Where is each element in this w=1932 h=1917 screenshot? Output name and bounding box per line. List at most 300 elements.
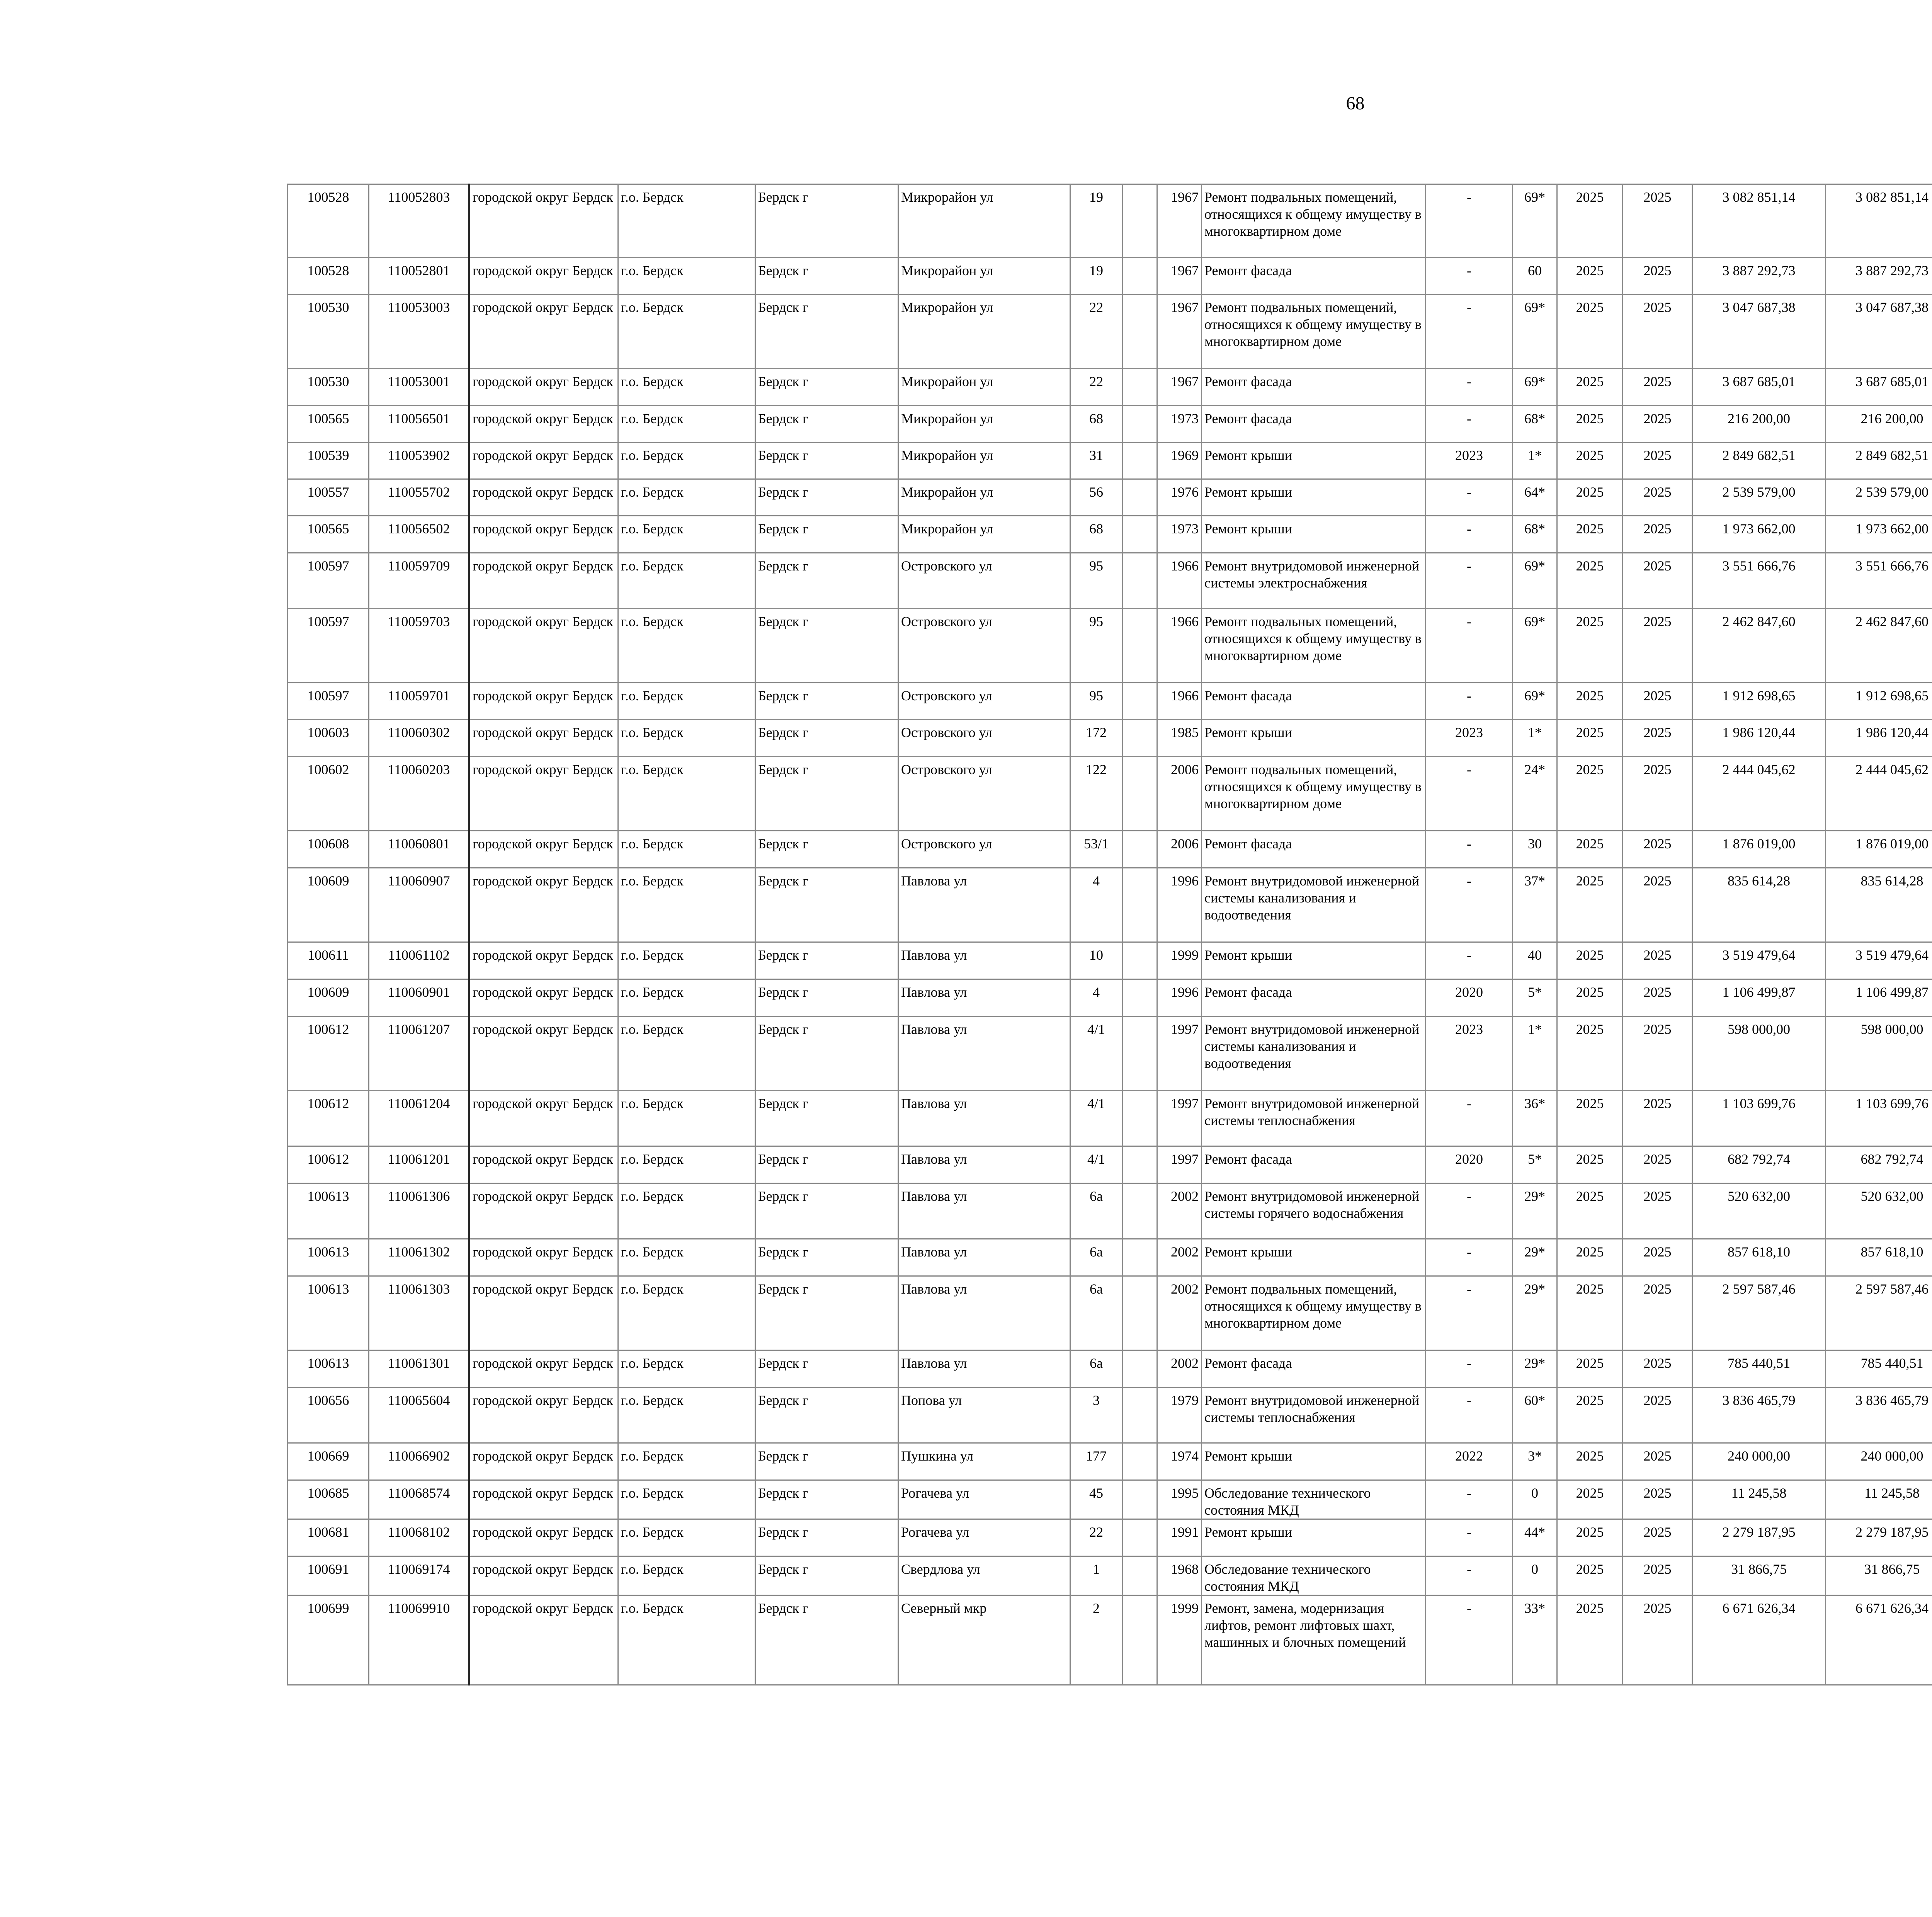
end-year-cell: 2025 [1623,258,1692,295]
row-id-cell: 100612 [288,1146,369,1183]
fund-cost-cell: 3 047 687,38 [1826,295,1932,369]
year-built-cell: 1974 [1157,1443,1202,1480]
row-id-cell: 100685 [288,1480,369,1519]
locality-cell: Бердск г [755,369,898,406]
table-row [288,406,1932,443]
street-cell: Микрорайон ул [898,258,1070,295]
previous-repair-year-cell: - [1426,1480,1513,1519]
work-type-cell: Ремонт подвальных помещений, относящихся к общему имуществу в многоквартирном доме [1202,295,1426,369]
street-cell: Павлова ул [898,1350,1070,1388]
year-built-cell: 2002 [1157,1239,1202,1276]
district-cell: городской округ Бердск [469,831,618,868]
object-code-cell: 110053902 [369,443,469,479]
street-cell: Островского ул [898,720,1070,757]
row-id-cell: 100613 [288,1183,369,1239]
end-year-cell: 2025 [1623,1595,1692,1685]
district-cell: городской округ Бердск [469,757,618,831]
municipality-cell: г.о. Бердск [618,1276,755,1350]
wear-percent-cell: 40 [1513,942,1557,979]
building-cell [1122,1350,1157,1388]
locality-cell: Бердск г [755,1480,898,1519]
street-cell: Микрорайон ул [898,443,1070,479]
object-code-cell: 110053003 [369,295,469,369]
district-cell: городской округ Бердск [469,1595,618,1685]
start-year-cell: 2025 [1557,609,1623,683]
street-cell: Островского ул [898,831,1070,868]
wear-percent-cell: 29* [1513,1183,1557,1239]
district-cell: городской округ Бердск [469,1146,618,1183]
end-year-cell: 2025 [1623,516,1692,553]
year-built-cell: 2002 [1157,1276,1202,1350]
work-type-cell: Ремонт крыши [1202,942,1426,979]
start-year-cell: 2025 [1557,979,1623,1016]
previous-repair-year-cell: - [1426,258,1513,295]
row-id-cell: 100609 [288,979,369,1016]
wear-percent-cell: 24* [1513,757,1557,831]
work-type-cell: Ремонт фасада [1202,979,1426,1016]
previous-repair-year-cell: - [1426,757,1513,831]
end-year-cell: 2025 [1623,479,1692,516]
building-cell [1122,1556,1157,1595]
table-row [288,757,1932,831]
end-year-cell: 2025 [1623,868,1692,942]
street-cell: Микрорайон ул [898,406,1070,443]
street-cell: Павлова ул [898,1276,1070,1350]
end-year-cell: 2025 [1623,683,1692,720]
district-cell: городской округ Бердск [469,720,618,757]
street-cell: Павлова ул [898,1091,1070,1146]
table-row [288,258,1932,295]
district-cell: городской округ Бердск [469,1183,618,1239]
district-cell: городской округ Бердск [469,1276,618,1350]
year-built-cell: 1999 [1157,1595,1202,1685]
start-year-cell: 2025 [1557,831,1623,868]
row-id-cell: 100597 [288,683,369,720]
previous-repair-year-cell: - [1426,683,1513,720]
house-number-cell: 6а [1070,1183,1122,1239]
year-built-cell: 1966 [1157,683,1202,720]
house-number-cell: 95 [1070,683,1122,720]
district-cell: городской округ Бердск [469,369,618,406]
fund-cost-cell: 2 849 682,51 [1826,443,1932,479]
end-year-cell: 2025 [1623,942,1692,979]
municipality-cell: г.о. Бердск [618,1556,755,1595]
object-code-cell: 110053001 [369,369,469,406]
previous-repair-year-cell: 2023 [1426,1016,1513,1091]
total-cost-cell: 3 551 666,76 [1692,553,1826,609]
district-cell: городской округ Бердск [469,1519,618,1556]
wear-percent-cell: 69* [1513,184,1557,258]
table-row [288,942,1932,979]
row-id-cell: 100528 [288,258,369,295]
row-id-cell: 100597 [288,609,369,683]
municipality-cell: г.о. Бердск [618,1480,755,1519]
fund-cost-cell: 6 671 626,34 [1826,1595,1932,1685]
total-cost-cell: 3 519 479,64 [1692,942,1826,979]
start-year-cell: 2025 [1557,479,1623,516]
street-cell: Павлова ул [898,979,1070,1016]
previous-repair-year-cell: - [1426,1595,1513,1685]
wear-percent-cell: 30 [1513,831,1557,868]
object-code-cell: 110068574 [369,1480,469,1519]
street-cell: Рогачева ул [898,1480,1070,1519]
total-cost-cell: 3 687 685,01 [1692,369,1826,406]
object-code-cell: 110055702 [369,479,469,516]
end-year-cell: 2025 [1623,1183,1692,1239]
start-year-cell: 2025 [1557,1091,1623,1146]
municipality-cell: г.о. Бердск [618,516,755,553]
table-row [288,868,1932,942]
wear-percent-cell: 36* [1513,1091,1557,1146]
house-number-cell: 19 [1070,184,1122,258]
year-built-cell: 1973 [1157,406,1202,443]
row-id-cell: 100530 [288,369,369,406]
table-row [288,184,1932,258]
start-year-cell: 2025 [1557,720,1623,757]
street-cell: Микрорайон ул [898,516,1070,553]
locality-cell: Бердск г [755,1276,898,1350]
wear-percent-cell: 69* [1513,369,1557,406]
total-cost-cell: 3 082 851,14 [1692,184,1826,258]
object-code-cell: 110061102 [369,942,469,979]
municipality-cell: г.о. Бердск [618,868,755,942]
wear-percent-cell: 1* [1513,720,1557,757]
locality-cell: Бердск г [755,553,898,609]
street-cell: Микрорайон ул [898,369,1070,406]
year-built-cell: 1996 [1157,868,1202,942]
table-row [288,1480,1932,1519]
locality-cell: Бердск г [755,295,898,369]
row-id-cell: 100669 [288,1443,369,1480]
row-id-cell: 100681 [288,1519,369,1556]
fund-cost-cell: 3 082 851,14 [1826,184,1932,258]
table-row [288,1443,1932,1480]
row-id-cell: 100603 [288,720,369,757]
table-body [288,184,1932,1685]
locality-cell: Бердск г [755,609,898,683]
municipality-cell: г.о. Бердск [618,1146,755,1183]
fund-cost-cell: 1 876 019,00 [1826,831,1932,868]
start-year-cell: 2025 [1557,369,1623,406]
object-code-cell: 110052801 [369,258,469,295]
district-cell: городской округ Бердск [469,516,618,553]
building-cell [1122,609,1157,683]
municipality-cell: г.о. Бердск [618,609,755,683]
previous-repair-year-cell: 2023 [1426,443,1513,479]
building-cell [1122,1595,1157,1685]
building-cell [1122,868,1157,942]
work-type-cell: Ремонт крыши [1202,516,1426,553]
row-id-cell: 100602 [288,757,369,831]
start-year-cell: 2025 [1557,757,1623,831]
street-cell: Рогачева ул [898,1519,1070,1556]
end-year-cell: 2025 [1623,757,1692,831]
district-cell: городской округ Бердск [469,1556,618,1595]
work-type-cell: Ремонт внутридомовой инженерной системы горячего водоснабжения [1202,1183,1426,1239]
previous-repair-year-cell: - [1426,1239,1513,1276]
end-year-cell: 2025 [1623,1443,1692,1480]
house-number-cell: 10 [1070,942,1122,979]
municipality-cell: г.о. Бердск [618,1443,755,1480]
building-cell [1122,369,1157,406]
fund-cost-cell: 1 973 662,00 [1826,516,1932,553]
building-cell [1122,516,1157,553]
house-number-cell: 22 [1070,369,1122,406]
total-cost-cell: 1 973 662,00 [1692,516,1826,553]
row-id-cell: 100613 [288,1350,369,1388]
fund-cost-cell: 1 103 699,76 [1826,1091,1932,1146]
fund-cost-cell: 11 245,58 [1826,1480,1932,1519]
previous-repair-year-cell: - [1426,1556,1513,1595]
street-cell: Пушкина ул [898,1443,1070,1480]
table-row [288,1183,1932,1239]
object-code-cell: 110060203 [369,757,469,831]
year-built-cell: 1997 [1157,1146,1202,1183]
building-cell [1122,258,1157,295]
start-year-cell: 2025 [1557,1276,1623,1350]
house-number-cell: 56 [1070,479,1122,516]
building-cell [1122,553,1157,609]
start-year-cell: 2025 [1557,942,1623,979]
wear-percent-cell: 3* [1513,1443,1557,1480]
building-cell [1122,831,1157,868]
total-cost-cell: 2 597 587,46 [1692,1276,1826,1350]
end-year-cell: 2025 [1623,720,1692,757]
year-built-cell: 1973 [1157,516,1202,553]
street-cell: Островского ул [898,683,1070,720]
total-cost-cell: 1 106 499,87 [1692,979,1826,1016]
end-year-cell: 2025 [1623,1556,1692,1595]
wear-percent-cell: 60* [1513,1388,1557,1443]
object-code-cell: 110052803 [369,184,469,258]
municipality-cell: г.о. Бердск [618,720,755,757]
wear-percent-cell: 44* [1513,1519,1557,1556]
locality-cell: Бердск г [755,479,898,516]
start-year-cell: 2025 [1557,516,1623,553]
locality-cell: Бердск г [755,942,898,979]
district-cell: городской округ Бердск [469,406,618,443]
total-cost-cell: 6 671 626,34 [1692,1595,1826,1685]
start-year-cell: 2025 [1557,1480,1623,1519]
end-year-cell: 2025 [1623,553,1692,609]
district-cell: городской округ Бердск [469,1350,618,1388]
object-code-cell: 110056501 [369,406,469,443]
table-row [288,720,1932,757]
street-cell: Северный мкр [898,1595,1070,1685]
district-cell: городской округ Бердск [469,609,618,683]
year-built-cell: 1985 [1157,720,1202,757]
municipality-cell: г.о. Бердск [618,258,755,295]
building-cell [1122,479,1157,516]
street-cell: Микрорайон ул [898,184,1070,258]
end-year-cell: 2025 [1623,369,1692,406]
year-built-cell: 1995 [1157,1480,1202,1519]
municipality-cell: г.о. Бердск [618,683,755,720]
work-type-cell: Ремонт подвальных помещений, относящихся к общему имуществу в многоквартирном доме [1202,1276,1426,1350]
building-cell [1122,1276,1157,1350]
municipality-cell: г.о. Бердск [618,1091,755,1146]
municipality-cell: г.о. Бердск [618,369,755,406]
street-cell: Микрорайон ул [898,295,1070,369]
district-cell: городской округ Бердск [469,258,618,295]
wear-percent-cell: 5* [1513,1146,1557,1183]
object-code-cell: 110060901 [369,979,469,1016]
total-cost-cell: 31 866,75 [1692,1556,1826,1595]
house-number-cell: 19 [1070,258,1122,295]
start-year-cell: 2025 [1557,683,1623,720]
fund-cost-cell: 682 792,74 [1826,1146,1932,1183]
work-type-cell: Ремонт внутридомовой инженерной системы канализования и водоотведения [1202,1016,1426,1091]
row-id-cell: 100691 [288,1556,369,1595]
street-cell: Павлова ул [898,1239,1070,1276]
street-cell: Попова ул [898,1388,1070,1443]
year-built-cell: 1996 [1157,979,1202,1016]
row-id-cell: 100611 [288,942,369,979]
fund-cost-cell: 1 912 698,65 [1826,683,1932,720]
object-code-cell: 110061303 [369,1276,469,1350]
year-built-cell: 1966 [1157,553,1202,609]
house-number-cell: 45 [1070,1480,1122,1519]
house-number-cell: 122 [1070,757,1122,831]
end-year-cell: 2025 [1623,831,1692,868]
house-number-cell: 4 [1070,868,1122,942]
start-year-cell: 2025 [1557,553,1623,609]
object-code-cell: 110065604 [369,1388,469,1443]
year-built-cell: 1997 [1157,1091,1202,1146]
previous-repair-year-cell: - [1426,295,1513,369]
locality-cell: Бердск г [755,406,898,443]
street-cell: Павлова ул [898,868,1070,942]
table-row [288,979,1932,1016]
total-cost-cell: 2 462 847,60 [1692,609,1826,683]
work-type-cell: Ремонт крыши [1202,720,1426,757]
wear-percent-cell: 5* [1513,979,1557,1016]
total-cost-cell: 11 245,58 [1692,1480,1826,1519]
total-cost-cell: 216 200,00 [1692,406,1826,443]
locality-cell: Бердск г [755,979,898,1016]
year-built-cell: 1969 [1157,443,1202,479]
object-code-cell: 110061207 [369,1016,469,1091]
work-type-cell: Ремонт фасада [1202,258,1426,295]
table-row [288,553,1932,609]
work-type-cell: Ремонт подвальных помещений, относящихся к общему имуществу в многоквартирном доме [1202,184,1426,258]
building-cell [1122,979,1157,1016]
previous-repair-year-cell: 2022 [1426,1443,1513,1480]
house-number-cell: 68 [1070,516,1122,553]
fund-cost-cell: 857 618,10 [1826,1239,1932,1276]
start-year-cell: 2025 [1557,1239,1623,1276]
previous-repair-year-cell: - [1426,1388,1513,1443]
locality-cell: Бердск г [755,1146,898,1183]
previous-repair-year-cell: - [1426,184,1513,258]
work-type-cell: Ремонт внутридомовой инженерной системы электроснабжения [1202,553,1426,609]
total-cost-cell: 2 444 045,62 [1692,757,1826,831]
previous-repair-year-cell: - [1426,1276,1513,1350]
previous-repair-year-cell: - [1426,868,1513,942]
locality-cell: Бердск г [755,1016,898,1091]
table-row [288,1091,1932,1146]
total-cost-cell: 835 614,28 [1692,868,1826,942]
table-row [288,1276,1932,1350]
building-cell [1122,1480,1157,1519]
object-code-cell: 110059703 [369,609,469,683]
end-year-cell: 2025 [1623,609,1692,683]
wear-percent-cell: 33* [1513,1595,1557,1685]
fund-cost-cell: 835 614,28 [1826,868,1932,942]
house-number-cell: 4/1 [1070,1146,1122,1183]
municipality-cell: г.о. Бердск [618,942,755,979]
municipality-cell: г.о. Бердск [618,1388,755,1443]
locality-cell: Бердск г [755,516,898,553]
building-cell [1122,1146,1157,1183]
previous-repair-year-cell: 2020 [1426,979,1513,1016]
year-built-cell: 1991 [1157,1519,1202,1556]
locality-cell: Бердск г [755,1595,898,1685]
municipality-cell: г.о. Бердск [618,1183,755,1239]
end-year-cell: 2025 [1623,1239,1692,1276]
locality-cell: Бердск г [755,1091,898,1146]
locality-cell: Бердск г [755,258,898,295]
house-number-cell: 6а [1070,1350,1122,1388]
house-number-cell: 95 [1070,553,1122,609]
object-code-cell: 110060907 [369,868,469,942]
street-cell: Павлова ул [898,1183,1070,1239]
building-cell [1122,683,1157,720]
previous-repair-year-cell: - [1426,406,1513,443]
previous-repair-year-cell: - [1426,942,1513,979]
wear-percent-cell: 37* [1513,868,1557,942]
street-cell: Павлова ул [898,1016,1070,1091]
start-year-cell: 2025 [1557,406,1623,443]
wear-percent-cell: 0 [1513,1556,1557,1595]
total-cost-cell: 857 618,10 [1692,1239,1826,1276]
building-cell [1122,295,1157,369]
fund-cost-cell: 3 687 685,01 [1826,369,1932,406]
work-type-cell: Ремонт внутридомовой инженерной системы теплоснабжения [1202,1091,1426,1146]
previous-repair-year-cell: 2023 [1426,720,1513,757]
row-id-cell: 100608 [288,831,369,868]
table-row [288,1388,1932,1443]
locality-cell: Бердск г [755,184,898,258]
year-built-cell: 1967 [1157,258,1202,295]
end-year-cell: 2025 [1623,1146,1692,1183]
object-code-cell: 110061204 [369,1091,469,1146]
fund-cost-cell: 520 632,00 [1826,1183,1932,1239]
municipality-cell: г.о. Бердск [618,443,755,479]
work-type-cell: Ремонт крыши [1202,1239,1426,1276]
row-id-cell: 100699 [288,1595,369,1685]
wear-percent-cell: 69* [1513,609,1557,683]
total-cost-cell: 240 000,00 [1692,1443,1826,1480]
fund-cost-cell: 2 279 187,95 [1826,1519,1932,1556]
start-year-cell: 2025 [1557,868,1623,942]
year-built-cell: 2006 [1157,757,1202,831]
table-row [288,516,1932,553]
row-id-cell: 100565 [288,406,369,443]
wear-percent-cell: 68* [1513,406,1557,443]
municipality-cell: г.о. Бердск [618,1350,755,1388]
municipality-cell: г.о. Бердск [618,479,755,516]
municipality-cell: г.о. Бердск [618,1595,755,1685]
locality-cell: Бердск г [755,1350,898,1388]
locality-cell: Бердск г [755,1183,898,1239]
district-cell: городской округ Бердск [469,443,618,479]
house-number-cell: 1 [1070,1556,1122,1595]
table-row [288,683,1932,720]
municipality-cell: г.о. Бердск [618,1239,755,1276]
object-code-cell: 110059701 [369,683,469,720]
total-cost-cell: 1 912 698,65 [1692,683,1826,720]
